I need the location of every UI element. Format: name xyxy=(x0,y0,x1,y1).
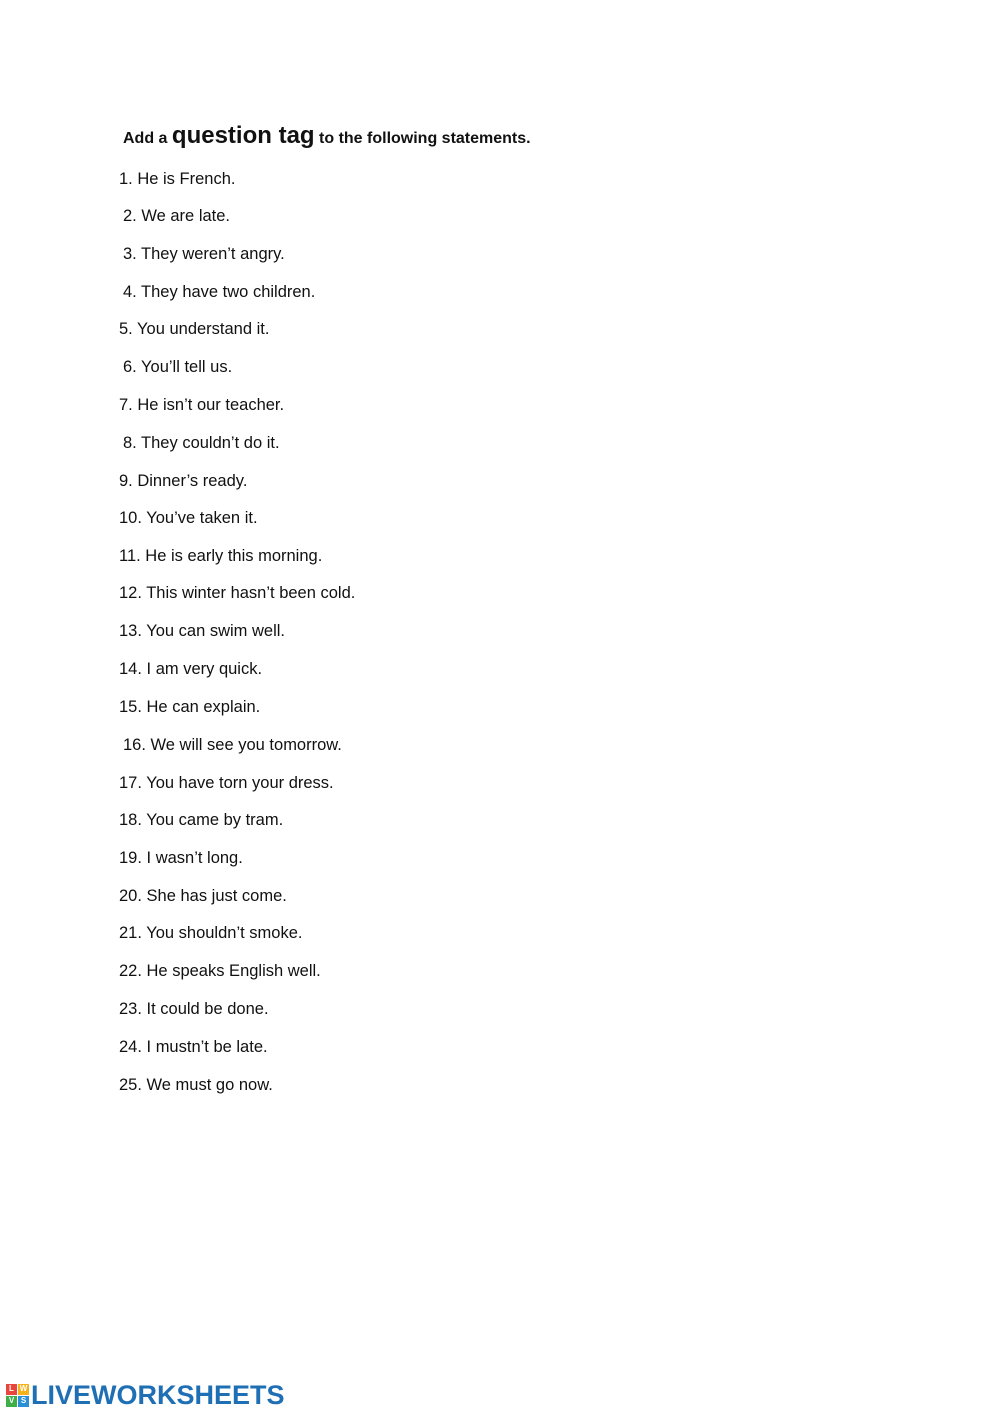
logo-block: V xyxy=(6,1396,17,1407)
logo-text: LIVEWORKSHEETS xyxy=(31,1379,285,1410)
statement-item: 13. You can swim well. xyxy=(119,622,286,640)
statement-item: 10. You’ve taken it. xyxy=(119,509,258,527)
statement-item: 16. We will see you tomorrow. xyxy=(123,736,342,754)
logo-block: S xyxy=(18,1396,29,1407)
statement-item: 20. She has just come. xyxy=(119,887,287,905)
statement-item: 12. This winter hasn’t been cold. xyxy=(119,584,356,602)
statement-item: 1. He is French. xyxy=(119,170,236,188)
liveworksheets-logo[interactable] xyxy=(6,1380,285,1410)
statement-item: 14. I am very quick. xyxy=(119,660,263,678)
statement-item: 22. He speaks English well. xyxy=(119,962,321,980)
statement-item: 11. He is early this morning. xyxy=(119,547,323,565)
logo-block: W xyxy=(19,1384,28,1393)
logo-blocks-icon xyxy=(6,1384,29,1407)
statement-item: 25. We must go now. xyxy=(119,1076,273,1094)
statement-item: 21. You shouldn’t smoke. xyxy=(119,924,303,942)
statement-item: 2. We are late. xyxy=(123,207,231,225)
heading-emphasis: question tag xyxy=(171,122,315,149)
statement-item: 3. They weren’t angry. xyxy=(123,245,285,263)
statement-item: 4. They have two children. xyxy=(123,283,316,301)
heading-suffix: to the following statements. xyxy=(319,130,531,147)
heading-prefix: Add a xyxy=(123,130,168,147)
statement-item: 7. He isn’t our teacher. xyxy=(119,396,285,414)
statement-item: 6. You’ll tell us. xyxy=(123,358,233,376)
statement-item: 19. I wasn’t long. xyxy=(119,849,243,867)
statement-item: 17. You have torn your dress. xyxy=(119,774,334,792)
statement-item: 5. You understand it. xyxy=(119,320,270,338)
statement-item: 9. Dinner’s ready. xyxy=(119,472,248,490)
logo-block: L xyxy=(6,1384,17,1395)
statement-item: 18. You came by tram. xyxy=(119,811,284,829)
statement-item: 23. It could be done. xyxy=(119,1000,269,1018)
statement-item: 8. They couldn’t do it. xyxy=(123,434,280,452)
statement-item: 15. He can explain. xyxy=(119,698,261,716)
statement-item: 24. I mustn’t be late. xyxy=(119,1038,268,1056)
